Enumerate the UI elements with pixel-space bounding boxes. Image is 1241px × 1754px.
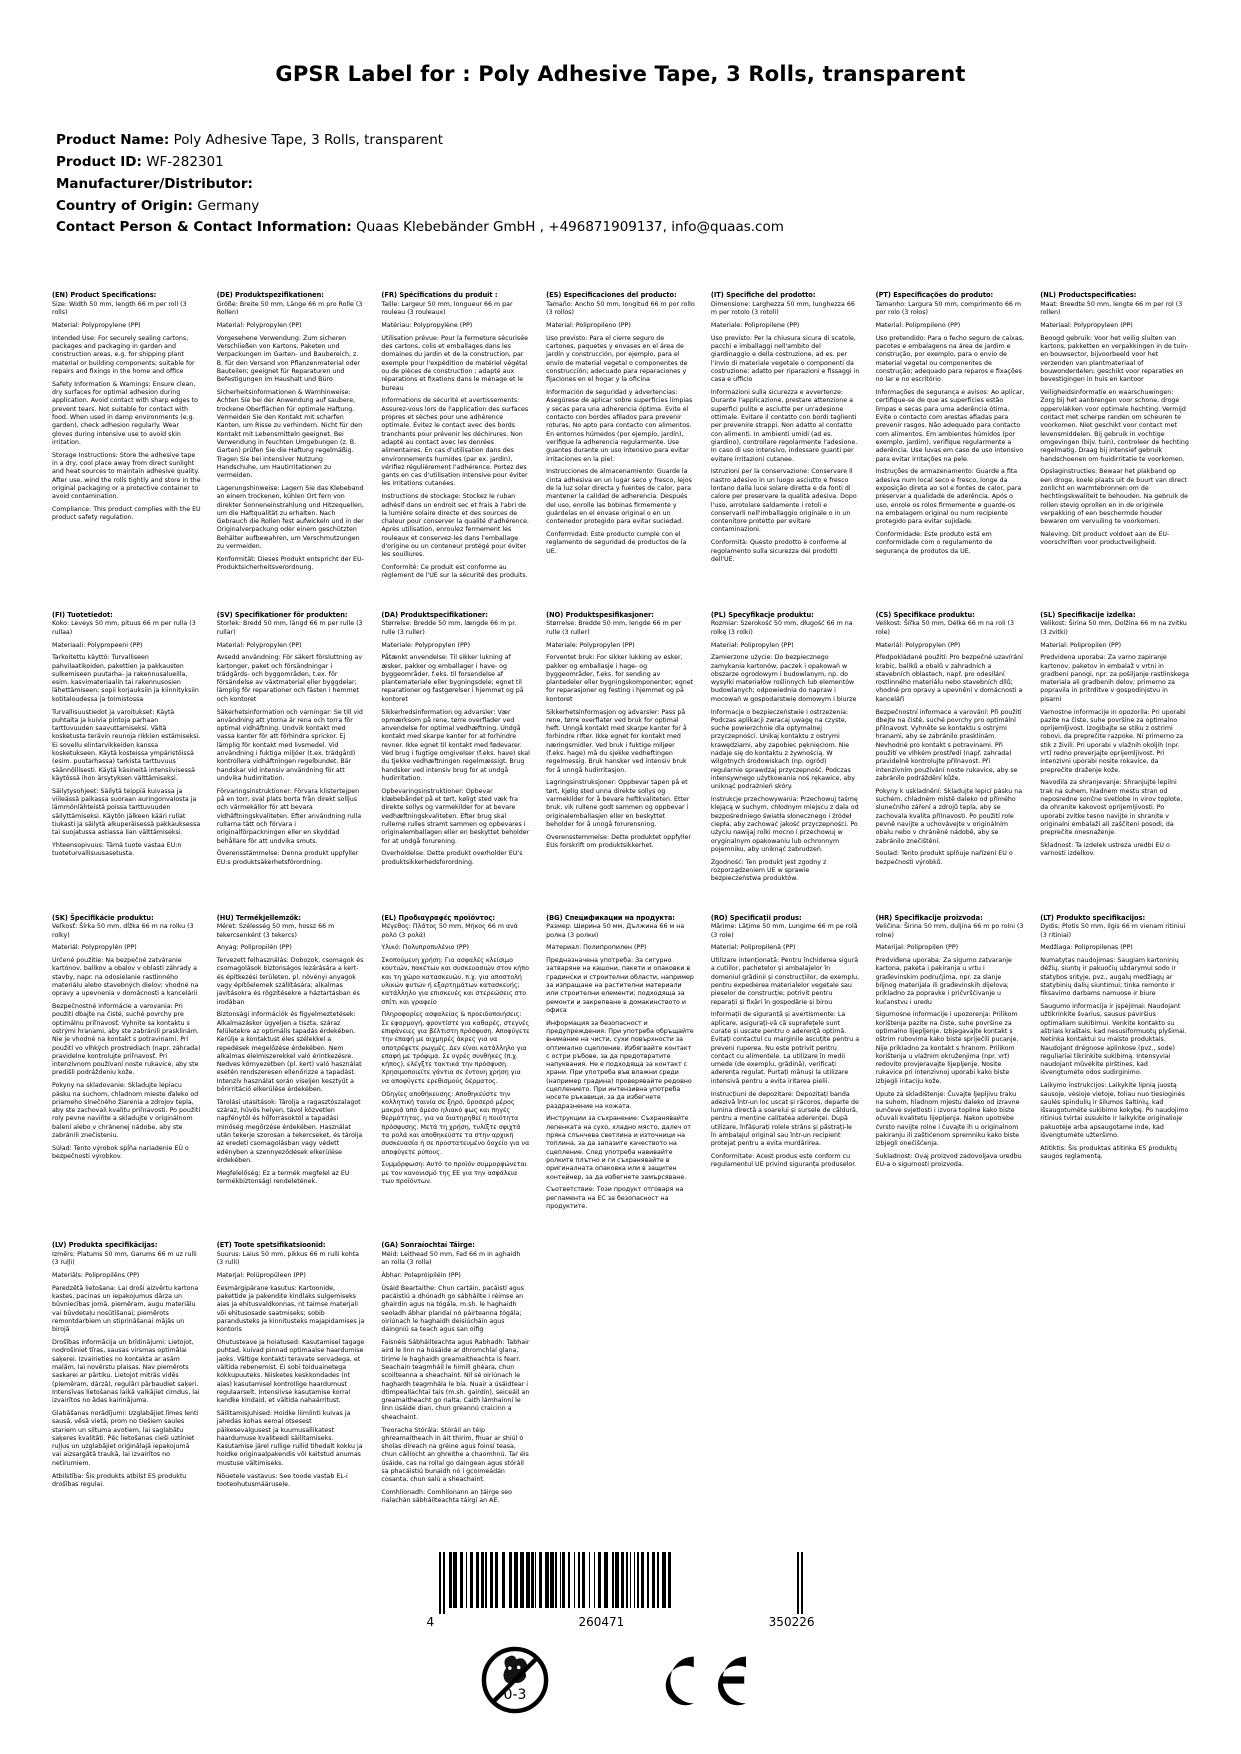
language-section-paragraph: Předpokládané použití: Pro bezpečné uzavírání krabic, balíků a obalů v zahradních a stavebních oblastech, např. pro odesílání rostlinného materiálu nebo stavebních dílů; vhodné pro opravy a upevnění v domácnosti a kanceláři bbox=[875, 654, 1023, 703]
language-section bbox=[52, 291, 201, 580]
language-section bbox=[546, 611, 695, 884]
language-section-paragraph: Comhlíonadh: Comhlíonann an táirge seo rialachán sábháilteachta táirgí an AE. bbox=[381, 1489, 512, 1505]
language-section-paragraph: Säkerhetsinformation och varningar: Se till vid användning att ytorna är rena och torra för optimal vidhäftning. Undvik kontakt med vassa kanter för att förhindra sprickor. Ej lämplig för kontakt med livsmedel. Vid användning i fuktiga miljöer (t.ex. trädgård) kontrollera vidhäftningen regelbundet. Bär handskar vid intensiv användning för att undvika hudirritation. bbox=[216, 708, 363, 782]
language-section-heading: (NL) Productspecificaties: bbox=[1040, 291, 1137, 300]
language-section bbox=[1040, 611, 1189, 884]
language-section bbox=[217, 611, 366, 884]
product-name-value: Poly Adhesive Tape, 3 Rolls, transparent bbox=[173, 132, 444, 148]
language-section bbox=[876, 291, 1025, 580]
language-section-paragraph: Sicherheitsinformationen & Warnhinweise: Achten Sie bei der Anwendung auf saubere, trockene Oberflächen für optimale Haftung. Vermeiden Sie den Kontakt mit scharfen Kanten, um Risse zu verhindern. Nicht für den Kontakt mit Lebensmitteln geeignet. Bei Verwendung in feuchten Umgebungen (z. B. Garten) prüfen Sie die Haftung regelmäßig. Tragen Sie bei intensiver Nutzung Handschuhe, um Hautirritationen zu vermeiden. bbox=[216, 389, 363, 480]
language-section-paragraph: Uso previsto: Per la chiusura sicura di scatole, pacchi e imballaggi nell'ambito del giardinaggio e della costruzione, ad es. per l'invio di materiale vegetale o componenti da costruzione; adatto per riparazioni e fissaggi in casa e ufficio bbox=[710, 334, 860, 384]
language-section-paragraph: Materiaal: Polypropyleen (PP) bbox=[1040, 322, 1133, 330]
language-section-paragraph: Nõuetele vastavus: See toode vastab EL-i tooteohutusmäärusele. bbox=[216, 1472, 348, 1488]
language-section-paragraph: Tervezett felhasználás: Dobozok, csomagok és csomagolások biztonságos lezárására a kert- és építkezési területen, pl. növényi anyagok vagy építőelemek szállítására; alkalmas javításokra és rögzítésekre a háztartásban és irodában bbox=[216, 957, 364, 1006]
manufacturer-label: Manufacturer/Distributor: bbox=[56, 175, 253, 192]
language-section-paragraph: Yhteensopivuus: Tämä tuote vastaa EU:n tuoteturvallisuusasetusta. bbox=[52, 842, 182, 858]
language-section-paragraph: Intended Use: For securely sealing cartons, packages and packaging in garden and construction areas, e.g. for shipping plant material or building components; suitable for repairs and fixings in the home and office bbox=[52, 334, 195, 376]
language-section-paragraph: Safety Information & Warnings: Ensure clean, dry surfaces for optimal adhesion during application. Avoid contact with sharp edges to prevent tears. Not suitable for contact with food. When used in damp environments (e.g. garden), check adhesion regularly. Wear gloves during intensive use to avoid skin irritation. bbox=[52, 380, 198, 446]
language-section-paragraph: Medžiaga: Polipropilenas (PP) bbox=[1040, 944, 1133, 952]
language-section-heading: (ET) Toote spetsifikatsioonid: bbox=[216, 1241, 326, 1250]
language-section-heading: (PL) Specyfikacje produktu: bbox=[710, 610, 814, 619]
language-section-paragraph: Informações de segurança e avisos: Ao aplicar, certifique-se de que as superfícies estão limpas e secas para uma aderência ótima. Evite o contacto com arestas afiadas para prevenir rasgos. Não adequado para contacto com alimentos. Em ambientes húmidos (por exemplo, jardim), verifique regularmente a aderência. Use luvas em caso de uso intensivo para evitar irritações na pele. bbox=[875, 389, 1025, 463]
barcode-digit-1: 260471 bbox=[578, 1614, 625, 1629]
language-section-paragraph: Overensstemmelse: Dette produktet oppfyller EUs forskrift om produktsikkerhet. bbox=[546, 833, 692, 850]
language-section-paragraph: Materjal: Polüpropüleen (PP) bbox=[216, 1272, 306, 1280]
language-section-paragraph: Säilytysohjeet: Säilytä teippiä kuivassa ja viileässä paikassa suoraan auringonvalosta ja lämmönlähteistä poissa tarttuvuuden säilyttämiseksi. Käytön jälkeen kääri rullat tiukasti ja säilytä alkuperäisessä pakkauksessa tai suojatussa astiassa lian välttämiseksi. bbox=[52, 787, 201, 837]
language-section-heading: (HR) Specifikacije proizvoda: bbox=[875, 913, 983, 922]
language-section-paragraph: Určené použitie: Na bezpečné zatváranie kartónov, balíkov a obalov v oblasti záhrady a stavby, napr. na odosielanie rastlinného materiálu alebo stavebných dielov; vhodné na opravy a upevnenia v domácnosti a kancelárii bbox=[52, 957, 199, 998]
language-section-paragraph: Soulad: Tento produkt splňuje nařízení EU o bezpečnosti výrobků. bbox=[875, 850, 1013, 866]
language-section-paragraph: Størrelse: Bredde 50 mm, længde 66 m pr. rulle (3 ruller) bbox=[381, 620, 517, 636]
language-section-paragraph: Tamanho: Largura 50 mm, comprimento 66 m por rolo (3 rolos) bbox=[875, 301, 1021, 317]
language-section-paragraph: Инструкции за съхранение: Съхранявайте лепенката на сухо, хладно място, далеч от пряка слънчева светлина и източници на топлина, за да запазите качеството на сцепление. След употреба навивайте ролките плътно и ги съхранявайте в оригиналната опаковка или в защитен контейнер, за да избегнете замърсяване. bbox=[546, 1115, 691, 1181]
language-section-paragraph: Skladnost: Ta izdelek ustreza uredbi EU o varnosti izdelkov. bbox=[1040, 842, 1170, 858]
language-section-paragraph: Atitiktis: Šis produktas atitinka ES produktų saugos reglamentą. bbox=[1040, 1144, 1177, 1161]
language-section-heading: (SL) Specifikacije izdelka: bbox=[1040, 610, 1136, 619]
language-section bbox=[711, 611, 860, 884]
language-section-paragraph: Maat: Breedte 50 mm, lengte 66 m per rol (3 rollen) bbox=[1040, 301, 1183, 317]
language-section-paragraph: Tarkoitettu käyttö: Turvalliseen pahvilaatikoiden, pakettien ja pakkausten sulkemiseen puutarha- ja rakennusalueilla, esim. kasvimateriaalin tai rakennusosien lähettämiseen; sopii korjauksiin ja kiinnityksiin kotitaloudessa ja toimistossa bbox=[52, 654, 199, 703]
language-section-paragraph: Laikymo instrukcijos: Laikykite lipnią juostą sausoje, vėsioje vietoje, toliau nuo tiesioginės saulės spindulių ir šilumos šaltinių, kad išsaugotumėte sukibimo kokybę. Po naudojimo ritinius tvirtai susukite ir laikykite originalioje pakuotėje arba apsaugotame inde, kad išvengtumėte užteršimo. bbox=[1040, 1082, 1189, 1140]
product-id-label: Product ID: bbox=[56, 153, 142, 170]
language-section-paragraph: Utilisation prévue: Pour la fermeture sécurisée des cartons, colis et emballages dans les domaines du jardin et de la construction, par exemple pour l'expédition de matériel végétal ou de pièces de construction ; adapté aux réparations et fixations dans le ménage et le bureau bbox=[381, 334, 528, 392]
language-section-heading: (LT) Produkto specifikacijos: bbox=[1040, 913, 1146, 922]
language-section-paragraph: Størrelse: Bredde 50 mm, lengde 66 m per rulle (3 ruller) bbox=[546, 620, 682, 636]
age-restriction-0-3-icon bbox=[478, 1643, 552, 1717]
language-section-paragraph: Mărime: Lățime 50 mm, Lungime 66 m pe rolă (3 role) bbox=[710, 923, 858, 939]
country-value: Germany bbox=[197, 197, 260, 214]
language-section-paragraph: Instrucciones de almacenamiento: Guarde la cinta adhesiva en un lugar seco y fresco, lejos de la luz solar directa y fuentes de calor, para mantener la calidad de adherencia. Después del uso, enrolle las bobinas firmemente y guárdelas en el envase original o en un contenedor protegido para evitar suciedad. bbox=[546, 468, 692, 526]
language-section-heading: (GA) Sonraíochtaí Táirge: bbox=[381, 1241, 475, 1250]
language-section bbox=[546, 914, 695, 1212]
language-section bbox=[381, 1241, 530, 1506]
language-section-heading: (RO) Specificații produs: bbox=[710, 913, 802, 922]
language-section-paragraph: Conformità: Questo prodotto è conforme al regolamento sulla sicurezza dei prodotti dell'UE. bbox=[710, 539, 847, 563]
language-section-paragraph: Opbevaringsinstruktioner: Opbevar klæbebåndet på et tørt, køligt sted væk fra direkte sollys og varmekilder for at bevare vedhæftningskvaliteten. Efter brug skal rullerne rulles stramt sammen og opbevares i originalemballagen eller en beskyttet beholder for at undgå forurening. bbox=[381, 787, 530, 845]
contact-value: Quaas Klebebänder GmbH , +496871909137, info@quaas.com bbox=[356, 219, 784, 236]
language-section-paragraph: Treoracha Stórála: Stóráil an téip ghreamaitheach in áit thirim, fhuar ar shiúl ó sholas díreach na gréine agus foinsí teasa, chun cáilíocht an ghreithe a chaomhnú. Tar éis úsáide, cas na rollaí go daingean agus stóráil sa phacáistiú bunaidh nó i gcoimeádán cosanta, chun salú a sheachaint. bbox=[381, 1426, 529, 1484]
language-section-heading: (PT) Especificações do produto: bbox=[875, 291, 994, 300]
language-section-paragraph: Avsedd användning: För säkert försluttning av kartonger, paket och försändningar i trädgårds- och byggområden, t.ex. för försändelse av växtmaterial eller byggdelar; lämplig för reparationer och fästen i hemmet och kontoret bbox=[216, 654, 363, 703]
language-section-paragraph: Zgodność: Ten produkt jest zgodny z rozporządzeniem UE w sprawie bezpieczeństwa produktów. bbox=[710, 858, 827, 883]
language-section-paragraph: Biztonsági információk és figyelmeztetések: Alkalmazáskor ügyeljen a tiszta, száraz felületekre az optimális tapadás érdekében. Kerülje a kontaktust éles szélekkel a repedések megelőzése érdekében. Nem alkalmas élelmiszerekkel való érintkezésre. Nedves környezetben (pl. kert) való használat esetén rendszeresen ellenőrizze a tapadást. Intenzív használat során viseljen kesztyűt a bőrirritáció elkerülése érdekében. bbox=[216, 1011, 362, 1094]
language-section bbox=[1040, 914, 1189, 1212]
language-section-paragraph: Materiāls: Polipropilēns (PP) bbox=[52, 1272, 140, 1280]
language-section bbox=[381, 291, 530, 580]
language-section-paragraph: Förvaringsinstruktioner: Förvara klistertejpen på en torr, sval plats borta från direkt solljus och värmekällor för att bevara vidhäftningskvaliteten. Efter användning rulla rullarna tätt och förvara i originalförpackningen eller en skyddad behållare för att undvika smuts. bbox=[216, 787, 362, 845]
language-section-paragraph: Size: Width 50 mm, length 66 m per roll (3 rolls) bbox=[52, 301, 187, 317]
language-section-paragraph: Sigurnosne informacije i upozorenja: Prilikom korištenja pazite na čiste, suhe površine za optimalno lijepljenje. Izbjegavajte kontakt s oštrim rubovima kako biste spriječili pucanje. Nije prikladno za kontakt s hranom. Prilikom korištenja u vlažnim okruženjima (npr. vrt) redovito provjeravajte lijepljenje. Nosite rukavice pri intenzivnoj uporabi kako biste izbjegli iritaciju kože. bbox=[875, 1011, 1019, 1085]
language-sections-grid bbox=[52, 291, 1189, 1505]
language-section-paragraph: Súlad: Tento výrobok spĺňa nariadenie EÚ o bezpečnosti výrobkov. bbox=[52, 1144, 189, 1161]
language-section-paragraph: Veličina: Širina 50 mm, duljina 66 m po rolni (3 rolne) bbox=[875, 923, 1024, 939]
language-section-paragraph: Σκοπούμενη χρήση: Για ασφαλές κλείσιμο κουτιών, πακέτων και συσκευασιών στον κήπο και τη χώρο κατασκευών, π.χ. για αποστολή υλικών φυτών ή εξαρτημάτων κατασκευής; κατάλληλο για επισκευές και στερεώσεις στο σπίτι και γραφείο bbox=[381, 957, 529, 1006]
language-section-paragraph: Размер: Ширина 50 мм, Дължина 66 м на ролка (3 ролки) bbox=[546, 923, 685, 939]
language-section-paragraph: Sikkerhetsinformasjon og advarsler: Pass på rene, tørre overflater ved bruk for optimal heft. Unngå kontakt med skarpe kanter for å forhindre rifter. Ikke egnet for kontakt med næringsmidler. Ved bruk i fuktige miljøer (f.eks. hage) må du sjekke vedheftingen regelmessig. Bruk hansker ved intensiv bruk for å unngå hudirritasjon. bbox=[546, 708, 687, 774]
language-section-paragraph: Utilizare intenționată: Pentru închiderea sigură a cutiilor, pachetelor și ambalajelor în domeniul grădinii și construcțiilor, de exemplu, pentru expedierea materialelor vegetale sau pieselor de construcție; potrivit pentru reparații și fixări în gospodărie și birou bbox=[710, 957, 860, 1006]
language-section bbox=[381, 611, 530, 884]
language-section-paragraph: Instrucțiuni de depozitare: Depozitați banda adezivă într-un loc uscat și răcoros, departe de lumina directă a soarelui și sursele de căldură, pentru a menține calitatea aderenței. După utilizare, înfășurați rolele strâns și păstrați-le în ambalajul original sau într-un recipient protejat pentru a evita murdărirea. bbox=[710, 1090, 859, 1148]
language-section-paragraph: Zamierzone użycie: Do bezpiecznego zamykania kartonów, paczek i opakowań w obszarze ogrodowym i budowlanym, np. do wysyłki materiałów roślinnych lub elementów budowlanych; odpowiednia do napraw i mocowań w gospodarstwie domowym i biurze bbox=[710, 654, 857, 703]
language-section-paragraph: Istruzioni per la conservazione: Conservare il nastro adesivo in un luogo asciutto e fresco lontano dalla luce solare diretta e da fonti di calore per preservare la qualità adesiva. Dopo l'uso, arrotolare saldamente i rotoli e conservarli nell'imballaggio originale o in un contenitore protetto per evitare contaminazioni. bbox=[710, 468, 857, 534]
language-section bbox=[711, 291, 860, 580]
language-section-heading: (ES) Especificaciones del producto: bbox=[546, 291, 677, 300]
language-section-paragraph: Materiál: Polypropylén (PP) bbox=[52, 944, 137, 952]
language-section-paragraph: Rozmiar: Szerokość 50 mm, długość 66 m na rolkę (3 rolki) bbox=[710, 620, 853, 636]
language-section-paragraph: Matériau: Polypropylène (PP) bbox=[381, 322, 473, 330]
barcode-digits bbox=[425, 1615, 817, 1629]
language-section-paragraph: Vorgesehene Verwendung: Zum sicheren Verschließen von Kartons, Paketen und Verpackungen im Garten- und Baubereich, z. B. für den Versand von Pflanzenmaterial oder Bauteilen; geeignet für Reparaturen und Befestigungen im Haushalt und Büro bbox=[216, 334, 361, 384]
language-section-heading: (IT) Specifiche del prodotto: bbox=[710, 291, 816, 300]
language-section-paragraph: Materiał: Polipropylen (PP) bbox=[710, 641, 794, 649]
language-section-paragraph: Anyag: Polipropilén (PP) bbox=[216, 944, 292, 952]
language-section-paragraph: Suurus: Laius 50 mm, pikkus 66 m rulli kohta (3 rulli) bbox=[216, 1250, 360, 1267]
language-section-paragraph: Pokyny k uskladnění: Skladujte lepicí pásku na suchém, chladném místě daleko od přímého slunečního záření a zdrojů tepla, aby se zachovala kvalita přilnavosti. Po použití role pevně navijte a uchovávejte v originálním obalu nebo v chráněné nádobě, aby se zabránilo znečištění. bbox=[875, 787, 1023, 845]
language-section-paragraph: Taille: Largeur 50 mm, longueur 66 m par rouleau (3 rouleaux) bbox=[381, 301, 513, 317]
language-section-paragraph: Conformidade: Este produto está em conformidade com o regulamento de segurança de produtos da UE. bbox=[875, 530, 993, 555]
language-section-paragraph: Numatytas naudojimas: Saugiam kartoninių dėžių, siuntų ir pakuočių uždarymui sodo ir statybos srityje, pvz., augalų medžiagų ar statybinių dalių siuntimui; tinka remonto ir fiksavimo darbams namuose ir biure bbox=[1040, 957, 1179, 998]
language-section-paragraph: Informations de sécurité et avertissements: Assurez-vous lors de l'application des surfaces propres et sèches pour une adhérence optimale. Évitez le contact avec des bords tranchants pour prévenir les déchirures. Non adapté au contact avec les denrées alimentaires. En cas d'utilisation dans des environnements humides (par ex. jardin), vérifiez régulièrement l'adhérence. Portez des gants en cas d'utilisation intensive pour éviter les irritations cutanées. bbox=[381, 397, 529, 488]
language-section bbox=[876, 914, 1025, 1212]
language-section-heading: (CS) Specifikace produktu: bbox=[875, 610, 975, 619]
language-section-paragraph: Predvidena uporaba: Za varno zapiranje kartonov, paketov in embalaž v vrtni in gradbeni panogi, npr. za pošiljanje rastlinskega materiala ali gradbenih delov; primerno za popravila in pritrditve v gospodinjstvu in pisarni bbox=[1040, 654, 1189, 703]
language-section bbox=[217, 291, 366, 580]
language-section-paragraph: Instrukcje przechowywania: Przechowuj taśmę klejącą w suchym, chłodnym miejscu z dala od bezpośredniego światła słonecznego i źródeł ciepła, aby zachować jakość przyczepności. Po użyciu nawijaj rolki mocno i przechowuj w oryginalnym opakowaniu lub ochronnym pojemniku, aby uniknąć zabrudzeń. bbox=[710, 796, 859, 853]
language-section-heading: (DE) Produktspezifikationen: bbox=[216, 291, 324, 300]
language-section bbox=[711, 914, 860, 1212]
language-section bbox=[52, 914, 201, 1212]
ce-mark-icon bbox=[656, 1653, 764, 1707]
language-section-heading: (HU) Termékjellemzők: bbox=[216, 913, 301, 922]
language-section-heading: (NO) Produktspesifikasjoner: bbox=[546, 610, 654, 619]
language-section-paragraph: Informații de siguranță și avertismente: La aplicare, asigurați-vă că suprafețele sunt curate și uscate pentru o aderență optimă. Evitați contactul cu marginile ascuțite pentru a preveni ruperea. Nu este potrivit pentru contact cu alimentele. La utilizare în medii umede (de exemplu, grădină), verificați aderența regulat. Purtați mănuși la utilizare intensivă pentru a evita iritarea pielii. bbox=[710, 1011, 860, 1085]
language-section-paragraph: Materiale: Polypropylen (PP) bbox=[381, 641, 471, 649]
language-section-heading: (BG) Спецификации на продукта: bbox=[546, 913, 675, 922]
language-section-heading: (DA) Produktspecifikationer: bbox=[381, 610, 488, 619]
product-name-row bbox=[56, 130, 1189, 152]
language-section-paragraph: Turvallisuustiedot ja varoitukset: Käytä puhtaita ja kuivia pintoja parhaan tarttuvuuden saavuttamiseksi. Vältä kosketusta terävin reunoja rikkien estämiseksi. Ei sovellu elintarvikkeiden kanssa kosketukseen. Käytä kosteissa ympäristöissä (esim. puutarhassa) tarkista tarttuvuus säännöllisesti. Käytä käsineitä intensiivisessä käytössä ihon ärsytyksen välttämiseksi. bbox=[52, 708, 201, 782]
language-section-paragraph: Πληροφορίες ασφαλείας & προειδοποιήσεις: Σε εφαρμογή, φροντίστε για καθαρές, στεγνές επιφάνειες για βέλτιστη πρόσφυση. Αποφύγετε την επαφή με αιχμηρές άκρες για να αποτρέψετε ρωγμές. Δεν είναι κατάλληλο για επαφή με τρόφιμα. Σε υγρές συνθήκες (π.χ. κήπος), ελέγξτε τακτικά την πρόσφυση. Χρησιμοποιείτε γάντια σε έντονη χρήση για να αποφύγετε ερεθισμούς δέρματος. bbox=[381, 1011, 530, 1085]
language-section-paragraph: Påtænkt anvendelse: Til sikker lukning af æsker, pakker og emballager i have- og byggeområder, f.eks. til forsendelse af plantemateriale eller bygningsdele; egnet til reparationer og fastgørelser i hjemmet og på kontoret bbox=[381, 654, 524, 703]
language-section-heading: (EN) Product Specifications: bbox=[52, 291, 157, 300]
language-section-paragraph: Dimensione: Larghezza 50 mm, lunghezza 66 m per rotolo (3 rotoli) bbox=[710, 301, 855, 317]
language-section-paragraph: Instruções de armazenamento: Guarde a fita adesiva num local seco e fresco, longe da exposição direta ao sol e fontes de calor, para preservar a qualidade de aderência. Após o uso, enrole os rolos firmemente e guarde-os na embalagem original ou num recipiente protegido para evitar sujidade. bbox=[875, 468, 1022, 526]
barcode-block bbox=[425, 1552, 817, 1629]
language-section-paragraph: Conformidad: Este producto cumple con el reglamento de seguridad de productos de la UE. bbox=[546, 530, 687, 555]
language-section-paragraph: Tárolási utasítások: Tárolja a ragasztószalagot száraz, hűvös helyen, távol közvetlen napfénytől és hőforrásoktól a tapadási minőség megőrzése érdekében. Használat után tekerje szorosan a tekercseket, és tárolja az eredeti csomagolásban vagy védett edényben a szennyeződések elkerülése érdekében. bbox=[216, 1098, 363, 1164]
barcode-image bbox=[425, 1552, 817, 1614]
language-section-paragraph: Material: Polipropileno (PP) bbox=[875, 322, 961, 330]
barcode-digit-2: 350226 bbox=[768, 1614, 815, 1629]
language-section-paragraph: Dydis: Plotis 50 mm, ilgis 66 m vienam ritiniui (3 ritiniai) bbox=[1040, 923, 1186, 939]
language-section-paragraph: Bezpečnostné informácie a varovania: Pri použití dbajte na čisté, suché povrchy pre optimálnu priľnavosť. Vyhnite sa kontaktu s ostrými hranami, aby ste zabránili prasklinám. Nie je vhodné na kontakt s potravinami. Pri použití vo vlhkých prostrediach (napr. záhrada) pravidelne kontrolujte priľnavosť. Pri intenzívnom používaní noste rukavice, aby ste predišli podráždeniu kože. bbox=[52, 1003, 201, 1077]
language-section-paragraph: Lagringsinstruksjoner: Oppbevar tapen på et tørt, kjølig sted unna direkte sollys og varmekilder for å bevare heftkvaliteten. Etter bruk, vik rullene godt sammen og oppbevar i originalemballasjen eller en beskyttet beholder for å unngå forurensning. bbox=[546, 779, 690, 828]
language-section-paragraph: Pokyny na skladovanie: Skladujte lepiacu pásku na suchom, chladnom mieste ďaleko od priameho slnečného žiarenia a zdrojov tepla, aby ste zachovali kvalitu priľnavosti. Po použití roly pevne naviňte a skladujte v originálnom balení alebo v chránenej nádobe, aby ste zabránili znečisteniu. bbox=[52, 1082, 201, 1140]
language-section-paragraph: Veľkosť: Šírka 50 mm, dĺžka 66 m na rolku (3 rolky) bbox=[52, 923, 194, 939]
language-section-paragraph: Storlek: Bredd 50 mm, längd 66 m per rulle (3 rullar) bbox=[216, 620, 363, 636]
language-section-paragraph: Предназначена употреба: За сигурно затваряне на кашони, пакети и опаковки в градински и строителни области, например за изпращане на растителни материали или строителни елементи; подходяща за ремонти и закрепване в домакинството и офиса bbox=[546, 957, 694, 1014]
language-section-paragraph: Информация за безопасност и предупреждения: При употреба обръщайте внимание на чисти, сухи повърхности за оптимално сцепление. Избягвайте контакт с остри ръбове, за да предотвратите напуквания. Не е подходяща за контакт с храни. При употреба във влажни среди (например градина) проверявайте редовно сцеплението. При интензивна употреба носете ръкавици, за да избегнете раздразнение на кожата. bbox=[546, 1019, 694, 1110]
product-name-label: Product Name: bbox=[56, 132, 170, 148]
language-section-paragraph: Съответствие: Този продукт отговаря на регламента на ЕС за безопасност на продуктите. bbox=[546, 1186, 684, 1210]
language-section-paragraph: Materiale: Polypropylen (PP) bbox=[546, 641, 635, 649]
language-section-paragraph: Megfelelőség: Ez a termék megfelel az EU termékbiztonsági rendeletének. bbox=[216, 1169, 350, 1186]
language-section-paragraph: Ohutusteave ja hoiatused: Kasutamisel tagage puhtad, kuivad pinnad optimaalse haardumise jaoks. Vältige kontakti teravate servadega, et vältida rebenemist. Ei sobi toiduainetega kokkupuuteks. Niisketes keskkondades (nt aias) kasutamisel kontrollige haardumust regulaarselt. Intensiivse kasutamise korral kandke kindaid, et vältida nahaärritust. bbox=[216, 1339, 365, 1405]
contact-label: Contact Person & Contact Information: bbox=[56, 219, 352, 236]
language-section-paragraph: Materiaali: Polypropeeni (PP) bbox=[52, 641, 143, 649]
language-section-paragraph: Storage Instructions: Store the adhesive tape in a dry, cool place away from direct sunlight and heat sources to maintain adhesive quality. After use, wind the rolls tightly and store in the original packaging or a protective container to avoid contamination. bbox=[52, 451, 201, 501]
language-section-paragraph: Upute za skladištenje: Čuvajte ljepljivu traku na suhom, hladnom mjestu daleko od izravne sunčeve svjetlosti i izvora topline kako biste očuvali kvalitetu lijepljenja. Nakon upotrebe čvrsto navijte rolne i čuvajte ih u originalnom pakiranju ili zaštićenom spremniku kako biste izbjegli onečišćenja. bbox=[875, 1090, 1020, 1148]
language-section-paragraph: Materijal: Polipropilen (PP) bbox=[875, 944, 959, 952]
language-section-paragraph: Material: Polipropilenă (PP) bbox=[710, 944, 796, 952]
language-section-paragraph: Eesmärgipärane kasutus: Kartoonide, pakettide ja pakendite kindlaks sulgemiseks aias ja ehitusvaldkonnas, nt taimse materjali või ehitusosade saatmiseks; sobib parandusteks ja kinnitusteks majapidamises ja kontoris bbox=[216, 1284, 365, 1334]
language-section-paragraph: Koko: Leveys 50 mm, pituus 66 m per rulla (3 rullaa) bbox=[52, 620, 196, 636]
country-row bbox=[56, 196, 1189, 218]
language-section-paragraph: Compliance: This product complies with the EU product safety regulation. bbox=[52, 506, 201, 522]
language-section-paragraph: Glabāšanas norādījumi: Uzglabājiet līmes lenti sausā, vēsā vietā, prom no tiešiem saules stariem un siltuma avotiem, lai saglabātu saķeres kvalitāti. Pēc lietošanas cieši uztiniet ruļļus un uzglabājiet oriģinālajā iepakojumā vai aizsargātā traukā, lai izvairītos no netīrumiem. bbox=[52, 1409, 199, 1467]
language-section-paragraph: Tamaño: Ancho 50 mm, longitud 66 m por rollo (3 rollos) bbox=[546, 301, 695, 317]
age-range-text: 0-3 bbox=[503, 1686, 526, 1703]
language-section-paragraph: Instructions de stockage: Stockez le ruban adhésif dans un endroit sec et frais à l'abri de la lumière solaire directe et des sources de chaleur pour conserver la qualité d'adhérence. Après utilisation, enroulez fermement les rouleaux et conservez-les dans l'emballage d'origine ou un conteneur protégé pour éviter les souillures. bbox=[381, 493, 530, 559]
language-section-paragraph: Veiligheidsinformatie en waarschuwingen: Zorg bij het aanbrengen voor schone, droge oppervlakken voor optimale hechting. Vermijd contact met scherpe randen om scheuren te voorkomen. Niet geschikt voor contact met levensmiddelen. Bij gebruik in vochtige omgevingen (bijv. tuin), controleer de hechting regelmatig. Draag bij intensief gebruik handschoenen om huidirritatie te voorkomen. bbox=[1040, 389, 1189, 463]
language-section-paragraph: Méid: Leithead 50 mm, Fad 66 m in aghaidh an rolla (3 rolla) bbox=[381, 1250, 521, 1267]
language-section-paragraph: Συμμόρφωση: Αυτό το προϊόν συμμορφώνεται με τον κανονισμό της ΕΕ για την ασφάλεια των προϊόντων. bbox=[381, 1161, 527, 1186]
language-section-paragraph: Material: Polypropylen (PP) bbox=[216, 641, 302, 649]
language-section-paragraph: Größe: Breite 50 mm, Länge 66 m pro Rolle (3 Rollen) bbox=[216, 301, 363, 317]
language-section-paragraph: Paredzētā lietošana: Lai droši aizvērtu kartona kastes, pacinas un iepakojumus dārza un būvniecības jomā, piemēram, augu materiālu vai būvdetaļu nosūtīšanai; piemērots remontdarbiem un stiprināšanai mājās un birojā bbox=[52, 1284, 199, 1334]
page-title: GPSR Label for : Poly Adhesive Tape, 3 Rolls, transparent bbox=[275, 62, 966, 86]
product-id-value: WF-282301 bbox=[146, 153, 224, 170]
language-section-paragraph: Velikost: Širina 50 mm, Dolžina 66 m na zvitku (3 zvitki) bbox=[1040, 620, 1187, 636]
language-section-paragraph: Ábhar: Polapróipiléin (PP) bbox=[381, 1272, 461, 1280]
language-section bbox=[876, 611, 1025, 884]
language-section bbox=[217, 1241, 366, 1506]
language-section-heading: (EL) Προδιαγραφές προϊόντος: bbox=[381, 913, 495, 922]
language-section-paragraph: Méret: Szélesség 50 mm, hossz 66 m tekercsenként (3 tekercs) bbox=[216, 923, 335, 939]
language-section-paragraph: Saugumo informacija ir įspėjimai: Naudojant užtikrinkite švarius, sausus paviršius optimaliam sukibimui. Venkite kontakto su aštriais kraštais, kad nesusiformuotų plyšimai. Netinka kontaktui su maisto produktais. Naudojant drėgnose aplinkose (pvz., sode) reguliariai tikrinkite sukibimą. Intensyviai naudojant mūvėkite pirštines, kad išvengtumėte odos sudirginimo. bbox=[1040, 1003, 1187, 1077]
language-section-paragraph: Μέγεθος: Πλάτος 50 mm, Μήκος 66 m ανά ρολό (3 ρολά) bbox=[381, 923, 518, 939]
language-section-paragraph: Úsáid Beartaithe: Chun cartáin, pacáistí agus pacáistiú a dhúnadh go sábháilte i réimse an ghairdín agus na tógála, m.sh. le haghaidh seoladh ábhar plandaí nó páirteanna tógála; oiriúnach le haghaidh deisiúcháin agus daingniú sa teach agus san oifig bbox=[381, 1284, 524, 1334]
header-fields bbox=[56, 130, 1189, 239]
language-section-paragraph: Conformité: Ce produit est conforme au règlement de l'UE sur la sécurité des produits. bbox=[381, 564, 528, 580]
language-section-paragraph: Υλικό: Πολυπροπυλένιο (PP) bbox=[381, 944, 469, 952]
language-section-paragraph: Materiál: Polypropylen (PP) bbox=[875, 641, 961, 649]
manufacturer-row bbox=[56, 174, 1189, 196]
language-section-paragraph: Sukladnost: Ovaj proizvod zadovoljava uredbu EU-a o sigurnosti proizvoda. bbox=[875, 1153, 1022, 1169]
language-section-paragraph: Материал: Полипропилен (PP) bbox=[546, 944, 647, 952]
language-section-paragraph: Izmērs: Platums 50 mm, Garums 66 m uz rulli (3 ruļļi) bbox=[52, 1250, 197, 1267]
language-section bbox=[381, 914, 530, 1212]
language-section bbox=[1040, 291, 1189, 580]
language-section-paragraph: Överensstämmelse: Denna produkt uppfyller EU:s produktsäkerhetsförordning. bbox=[216, 850, 359, 866]
language-section-heading: (LV) Produkta specifikācijas: bbox=[52, 1241, 158, 1250]
language-section-heading: (FR) Spécifications du produit : bbox=[381, 291, 498, 300]
language-section-paragraph: Forventet bruk: For sikker lukking av esker, pakker og emballasje i hage- og byggeområder, f.eks. for sending av plantedeler eller bygningskomponenter; egnet for reparasjoner og festing i hjemmet og på kontoret bbox=[546, 654, 694, 703]
language-section bbox=[52, 611, 201, 884]
language-section-heading: (SV) Specifikationer för produkten: bbox=[216, 610, 348, 619]
language-section-paragraph: Atbilstība: Šis produkts atbilst ES produktu drošības regulai. bbox=[52, 1472, 187, 1488]
language-section-paragraph: Predviđena uporaba: Za sigurno zatvaranje kartona, paketa i pakiranja u vrtu i građevinskim područjima, npr. za slanje biljnog materijala ili građevinskih dijelova; prikladno za popravke i pričvršćivanje u kućanstvu i uredu bbox=[875, 957, 1012, 1006]
language-section bbox=[217, 914, 366, 1212]
country-label: Country of Origin: bbox=[56, 197, 193, 214]
contact-row bbox=[56, 217, 1189, 239]
product-id-row bbox=[56, 152, 1189, 174]
footer bbox=[52, 1552, 1189, 1717]
language-section-paragraph: Lagerungshinweise: Lagern Sie das Klebeband an einem trockenen, kühlen Ort fern von direkter Sonneneinstrahlung und Hitzequellen, um die Haftqualität zu erhalten. Nach Gebrauch die Rollen fest aufwickeln und in der Originalverpackung oder einem geschützten Behälter aufbewahren, um Verschmutzungen zu vermeiden. bbox=[216, 484, 364, 551]
language-section-paragraph: Materiale: Polipropilene (PP) bbox=[710, 322, 800, 330]
language-section-paragraph: Conformitate: Acest produs este conform cu regulamentul UE privind siguranța produselor. bbox=[710, 1153, 857, 1169]
language-section-heading: (FI) Tuotetiedot: bbox=[52, 610, 113, 619]
language-section-paragraph: Opslaginstructies: Bewaar het plakband op een droge, koele plaats uit de buurt van direct zonlicht en warmtebronnen om de hechtingskwaliteit te behouden. Na gebruik de rollen stevig oprollen en in de originele verpakking of een beschermde houder bewaren om vervuiling te voorkomen. bbox=[1040, 468, 1189, 526]
language-section-paragraph: Navodila za shranjevanje: Shranjujte lepilni trak na suhem, hladnem mestu stran od neposredne sončne svetlobe in virov toplote, da ohranite kakovost oprijemljivosti. Po uporabi zvitke tesno navijte in shranite v originalni embalaži ali zaščiteni posodi, da preprečite onesnaženje. bbox=[1040, 779, 1183, 837]
language-section bbox=[546, 291, 695, 580]
language-section-paragraph: Naleving: Dit product voldoet aan de EU-voorschriften voor productveiligheid. bbox=[1040, 530, 1170, 547]
language-section-paragraph: Uso pretendido: Para o fecho seguro de caixas, pacotes e embalagens na área de jardim e construção, por exemplo, para o envio de material vegetal ou componentes de construção; adequado para reparos e fixações no lar e no escritório bbox=[875, 334, 1025, 384]
language-section-heading: (SK) Špecifikácie produktu: bbox=[52, 913, 154, 922]
language-section-paragraph: Informacje o bezpieczeństwie i ostrzeżenia: Podczas aplikacji zwracaj uwagę na czyste, suche powierzchnie dla optymalnej przyczepności. Unikaj kontaktu z ostrymi krawędziami, aby zapobiec pęknięciom. Nie nadaje się do kontaktu z żywnością. W wilgotnych środowiskach (np. ogród) regularnie sprawdzaj przyczepność. Podczas intensywnego użytkowania noś rękawice, aby uniknąć podrażnień skóry. bbox=[710, 708, 855, 791]
compliance-marks bbox=[478, 1643, 764, 1717]
language-section-paragraph: Overholdelse: Dette produkt overholder EU's produktsikkerhedsforordning. bbox=[381, 850, 523, 866]
language-section-paragraph: Material: Polipropilen (PP) bbox=[1040, 641, 1122, 649]
language-section-paragraph: Información de seguridad y advertencias: Asegúrese de aplicar sobre superficies limpias y secas para una adherencia óptima. Evite el contacto con bordes afilados para prevenir roturas. No apto para contacto con alimentos. En entornos húmedos (por ejemplo, jardín), verifique la adherencia regularmente. Use guantes durante un uso intensivo para evitar irritaciones en la piel. bbox=[546, 389, 693, 463]
barcode-digit-0: 4 bbox=[426, 1614, 435, 1629]
language-section-paragraph: Informazioni sulla sicurezza e avvertenze: Durante l'applicazione, prestare attenzione a superfici pulite e asciutte per un'adesione ottimale. Evitare il contatto con bordi taglienti per prevenire strappi. Non adatto al contatto con alimenti. In ambienti umidi (ad es. giardino), controllare regolarmente l'adesione. In caso di uso intensivo, indossare guanti per evitare irritazioni cutanee. bbox=[710, 389, 858, 463]
language-section-paragraph: Faisnéis Sábháilteachta agus Rabhadh: Tabhair aird le linn na húsáide ar dhromchlaí glana, tirime le haghaidh greamaitheachta is fearr. Seachain teagmháil le himill ghéara, chun scoilteanna a sheachaint. Níl sé oiriúnach le haghaidh teagmhála le bia. Nuair a úsáidtear i dtimpeallachtaí tais (m.sh. gairdín), seiceáil an greamaitheacht go rialta. Caith lámhainní le linn úsáide dian, chun greannú craicinn a sheachaint. bbox=[381, 1339, 530, 1421]
language-section-paragraph: Drošības informācija un brīdinājumi: Lietojot, nodrošiniet tīras, sausas virsmas optimālai saķerei. Izvairieties no kontakta ar asām malām, lai novērstu plaisas. Nav piemērots saskarei ar pārtiku. Lietojot mitrās vidēs (piemēram, dārzā), regulāri pārbaudiet saķeri. Intensīvas lietošanas laikā valkājiet cimdus, lai izvairītos no ādas kairinājuma. bbox=[52, 1339, 200, 1405]
language-section-paragraph: Uso previsto: Para el cierre seguro de cartones, paquetes y envases en el área de jardín y construcción, por ejemplo, para el envío de material vegetal o componentes de construcción; adecuado para reparaciones y fijaciones en el hogar y la oficina bbox=[546, 334, 688, 384]
language-section-paragraph: Varnostne informacije in opozorila: Pri uporabi pazite na čiste, suhe površine za optimalno oprijemljivost. Izogibajte se stiku z ostrimi robovi, da preprečite razpoke. Ni primerno za stik z živili. Pri uporabi v vlažnih okoljih (npr. vrt) redno preverjajte oprijemljivost. Pri intenzivni uporabi nosite rokavice, da preprečite draženje kože. bbox=[1040, 708, 1186, 774]
language-section-paragraph: Säilitamisjuhised: Hoidke liimlinti kuivas ja jahedas kohas eemal otsesest päikesevalgusest ja kuumusallikatest haardumuse kvaliteedi säilitamiseks. Kasutamise järel rullige rullid tihedalt kokku ja hoidke originaalpakendis või kaitstud anumas mustuse vältimiseks. bbox=[216, 1409, 363, 1467]
language-section-paragraph: Bezpečnostní informace a varování: Při použití dbejte na čisté, suché povrchy pro optimální přilnavost. Vyhněte se kontaktu s ostrými hranami, aby se zabránilo prasklinám. Nevhodné pro kontakt s potravinami. Při použití ve vlhkém prostředí (např. zahrada) pravidelně kontrolujte přilnavost. Při intenzivním používání noste rukavice, aby se zabránilo podráždění kůže. bbox=[875, 708, 1022, 782]
language-section bbox=[52, 1241, 201, 1506]
language-section-paragraph: Material: Polypropylene (PP) bbox=[52, 322, 141, 330]
language-section-paragraph: Material: Polypropylen (PP) bbox=[216, 322, 302, 330]
language-section-paragraph: Sikkerhedsinformation og advarsler: Vær opmærksom på rene, tørre overflader ved anvendelse for optimal vedhæftning. Undgå kontakt med skarpe kanter for at forhindre revner. Ikke egnet til kontakt med fødevarer. Ved brug i fugtige omgivelser (f.eks. have) skal du tjekke vedhæftningen regelmæssigt. Brug handsker ved intensiv brug for at undgå hudirritation. bbox=[381, 708, 530, 782]
language-section-paragraph: Οδηγίες αποθήκευσης: Αποθηκεύστε την κολλητική ταινία σε ξηρό, δροσερό μέρος μακριά από άμεσο ηλιακό φως και πηγές θερμότητας, για να διατηρηθεί η ποιότητα πρόσφυσης. Μετά τη χρήση, τυλίξτε σφιχτά τα ρολά και αποθηκεύστε τα στην αρχική συσκευασία ή σε προστατευμένο δοχείο για να αποφύγετε ρύπους. bbox=[381, 1090, 530, 1156]
language-section-paragraph: Velikost: Šířka 50 mm, Délka 66 m na roli (3 role) bbox=[875, 620, 1015, 636]
language-section-paragraph: Material: Polipropileno (PP) bbox=[546, 322, 631, 330]
language-section-paragraph: Konformität: Dieses Produkt entspricht der EU-Produktsicherheitsverordnung. bbox=[216, 555, 364, 572]
language-section-paragraph: Beoogd gebruik: Voor het veilig sluiten van kartons, pakketten en verpakkingen in de tuin- en bouwsector, bijvoorbeeld voor het verzenden van plantmateriaal of bouwonderdelen; geschikt voor reparaties en bevestigingen in huis en kantoor bbox=[1040, 334, 1189, 384]
